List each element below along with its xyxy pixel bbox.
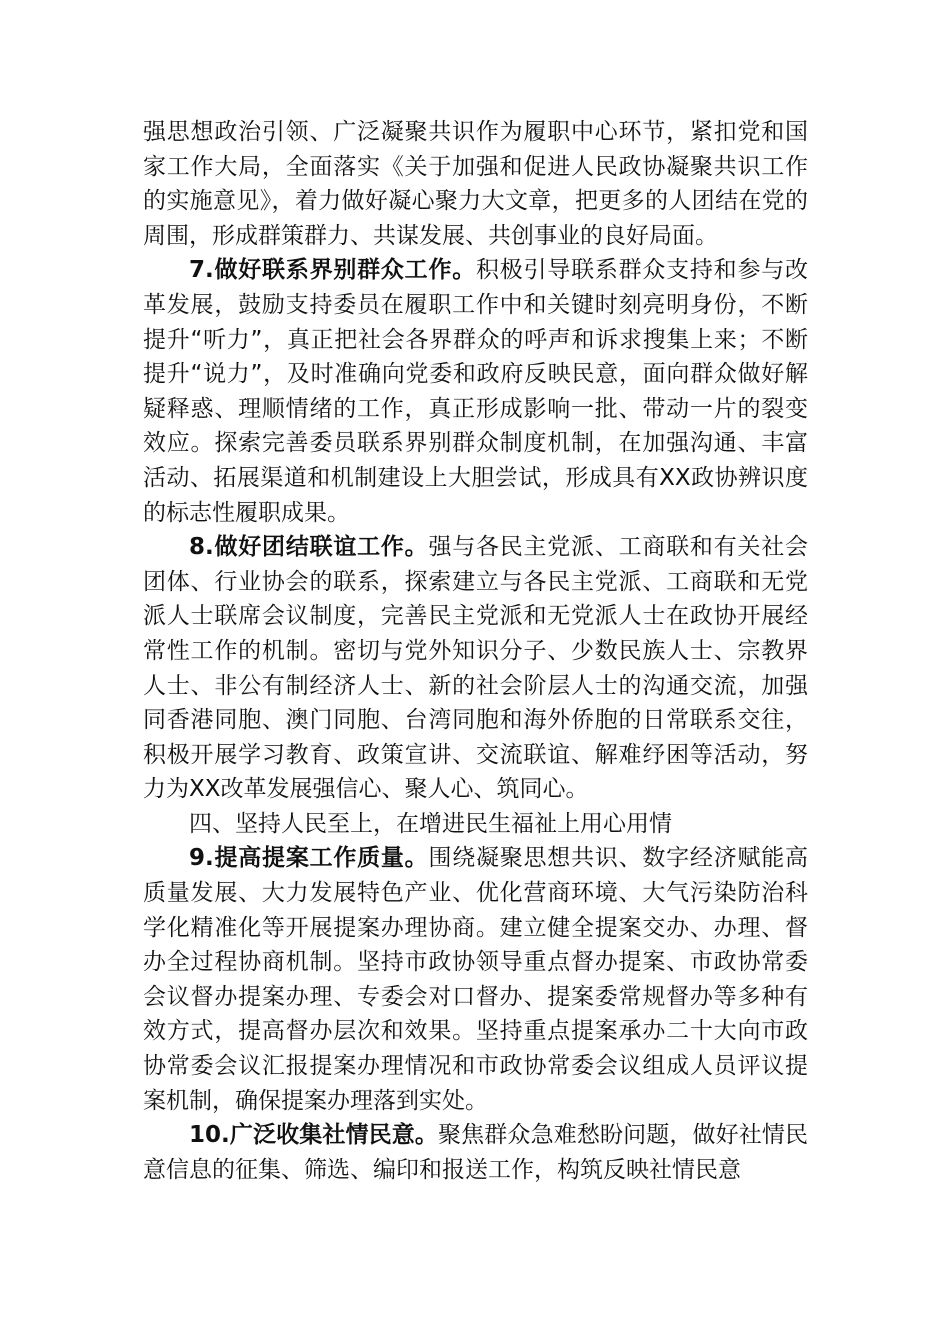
paragraph-lead-heading: 8.做好团结联谊工作。: [189, 534, 429, 561]
section-heading-four: [143, 807, 808, 842]
paragraph-body: 围绕凝聚思想共识、数字经济赋能高质量发展、大力发展特色产业、优化营商环境、大气污染防治科学化精准化等开展提案办理协商。建立健全提案交办、办理、督办全过程协商机制。坚持市政协领导重点督办提案、市政协常委会议督办提案办理、专委会对口督办、提案委常规督办等多种有效方式，提高督办层次和效果。坚持重点提案承办二十大向市政协常委会议汇报提案办理情况和市政协常委会议组成人员评议提案机制，确保提案办理落到实处。: [143, 845, 809, 1114]
paragraph-body: 强与各民主党派、工商联和有关社会团体、行业协会的联系，探索建立与各民主党派、工商联和无党派人士联席会议制度，完善民主党派和无党派人士在政协开展经常性工作的机制。密切与党外知识分子、少数民族人士、宗教界人士、非公有制经济人士、新的社会阶层人士的沟通交流，加强同香港同胞、澳门同胞、台湾同胞和海外侨胞的日常联系交往，积极开展学习教育、政策宣讲、交流联谊、解难纾困等活动，努力为XX改革发展强信心、聚人心、筑同心。: [143, 534, 809, 803]
document-body: [143, 115, 808, 1187]
paragraph-item-7: [143, 253, 808, 530]
paragraph-item-10: [143, 1118, 808, 1187]
paragraph-body: 聚焦群众急难愁盼问题，做好社情民意信息的征集、筛选、编印和报送工作，构筑反映社情民意: [143, 1122, 808, 1183]
paragraph-body: 强思想政治引领、广泛凝聚共识作为履职中心环节，紧扣党和国家工作大局，全面落实《关于加强和促进人民政协凝聚共识工作的实施意见》，着力做好凝心聚力大文章，把更多的人团结在党的周围，形成群策群力、共谋发展、共创事业的良好局面。: [143, 119, 808, 249]
paragraph-intro-continuation: [143, 115, 808, 253]
paragraph-lead-heading: 9.提高提案工作质量。: [189, 845, 429, 872]
section-heading-text: 四、坚持人民至上，在增进民生福祉上用心用情: [189, 810, 672, 837]
paragraph-lead-heading: 10.广泛收集社情民意。: [189, 1122, 439, 1149]
paragraph-lead-heading: 7.做好联系界别群众工作。: [189, 257, 476, 284]
paragraph-item-9: [143, 841, 808, 1118]
paragraph-item-8: [143, 530, 808, 807]
paragraph-body: 积极引导联系群众支持和参与改革发展，鼓励支持委员在履职工作中和关键时刻亮明身份，不断提升“听力”，真正把社会各界群众的呼声和诉求搜集上来；不断提升“说力”，及时准确向党委和政府反映民意，面向群众做好解疑释惑、理顺情绪的工作，真正形成影响一批、带动一片的裂变效应。探索完善委员联系界别群众制度机制，在加强沟通、丰富活动、拓展渠道和机制建设上大胆尝试，形成具有XX政协辨识度的标志性履职成果。: [143, 257, 808, 526]
